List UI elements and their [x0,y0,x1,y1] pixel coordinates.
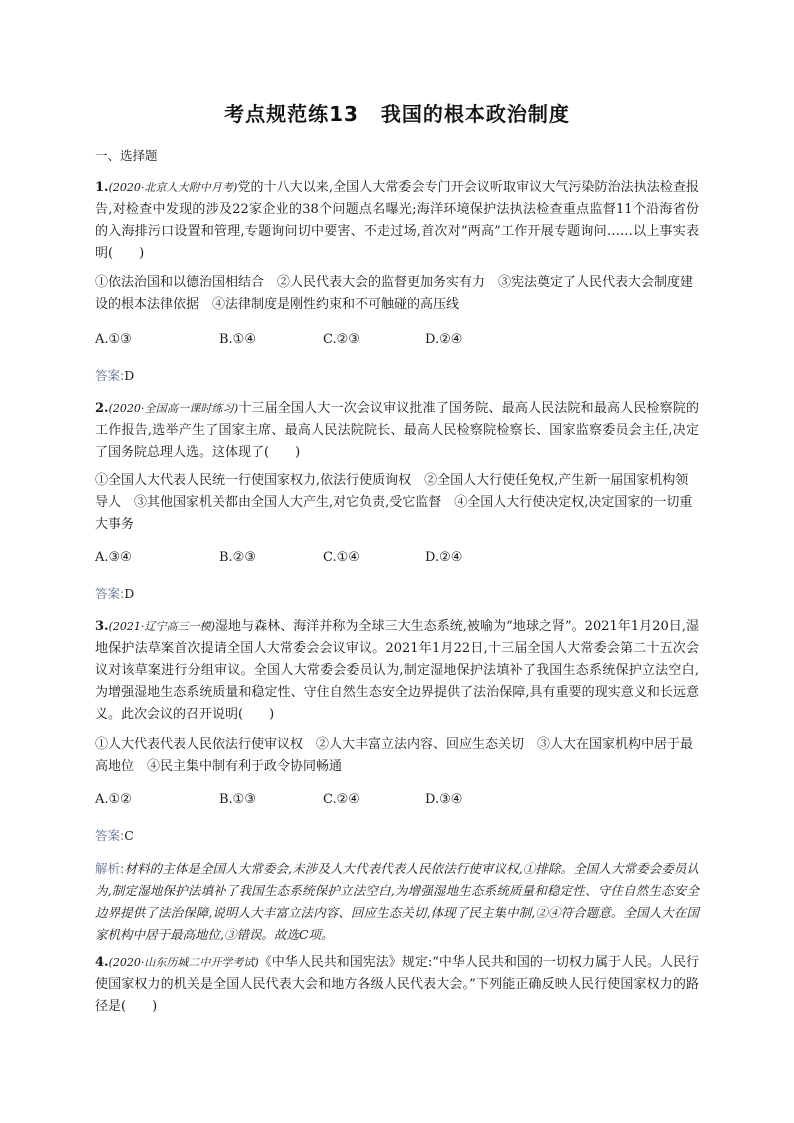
choice-a[interactable]: A.①② [95,792,132,807]
question-3-stem [95,616,699,726]
title-right: 我国的根本政治制度 [380,102,570,126]
question-text: 湿地与森林、海洋并称为全球三大生态系统,被喻为“地球之肾”。2021年1月20日,湿地保护法草案首次提请全国人大常委会会议审议。2021年1月22日,十三届全国人大常委会第二十五次会议对该草案进行分组审议。全国人大常委会委员认为,制定湿地保护法填补了我国生态系统保护立法空白,为增强湿地生态系统质量和稳定性、守住自然生态安全边界提供了法治保障,具有重要的现实意义和长远意义。此次会议的召开说明( ) [95,619,699,722]
page-title [0,98,794,127]
question-text: 十三届全国人大一次会议审议批准了国务院、最高人民法院和最高人民检察院的工作报告,选举产生了国家主席、最高人民法院院长、最高人民检察院检察长、国家监察委员会主任,决定了国务院总理人选。这体现了( ) [95,401,699,460]
choice-b[interactable]: B.②③ [219,550,256,565]
choice-b[interactable]: B.①③ [219,792,256,807]
question-number: 3. [95,619,109,634]
question-3-statements: ①人大代表代表人民依法行使审议权 ②人大丰富立法内容、回应生态关切 ③人大在国家机构中居于最高地位 ④民主集中制有利于政令协同畅通 [95,737,694,774]
choice-b[interactable]: B.①④ [219,332,256,347]
question-source: (2020·全国高一课时练习) [108,402,239,415]
question-number: 1. [95,180,109,195]
analysis-text: 材料的主体是全国人大常委会,未涉及人大代表代表人民依法行使审议权,①排除。全国人大常委会委员认为,制定湿地保护法填补了我国生态系统保护立法空白,为增强湿地生态系统质量和稳定性、守住自然生态安全边界提供了法治保障,说明人大丰富立法内容、回应生态关切,体现了民主集中制,②④符合题意。全国人大在国家机构中居于最高地位,③错误。故选C项。 [95,861,699,942]
answer-value: D [124,368,135,383]
question-source: (2020·山东历城二中开学考试) [108,956,259,969]
answer-value: C [124,828,134,843]
choice-d[interactable]: D.②④ [425,550,463,565]
question-3-answer [95,826,134,844]
question-2-answer [95,584,134,602]
question-text: 党的十八大以来,全国人大常委会专门开会议听取审议大气污染防治法执法检查报告,对检查中发现的涉及22家企业的38个问题点名曝光;海洋环境保护法执法检查重点监督11个沿海省份的入海排污口设置和管理,专题询问切中要害、不走过场,首次对“两高”工作开展专题询问……以上事实表明( ) [95,180,699,261]
answer-value: D [124,586,135,601]
question-source: (2020·北京人大附中月考) [108,181,238,194]
analysis-label: 解析: [95,861,125,876]
question-4-stem [95,952,699,1018]
question-2-statements: ①全国人大代表人民统一行使国家权力,依法行使质询权 ②全国人大行使任免权,产生新一届国家机构领导人 ③其他国家机关都由全国人大产生,对它负责,受它监督 ④全国人大行使决定权,决定国家的一切重大事务 [95,473,693,532]
choice-a[interactable]: A.①③ [95,332,132,347]
question-1-answer [95,366,134,384]
question-number: 2. [95,401,109,416]
question-3-analysis [95,858,699,946]
choice-c[interactable]: C.②④ [323,792,360,807]
question-1-stem [95,177,699,265]
choice-a[interactable]: A.③④ [95,550,132,565]
choice-c[interactable]: C.①④ [323,550,360,565]
choice-c[interactable]: C.②③ [323,332,360,347]
question-1-statements: ①依法治国和以德治国相结合 ②人民代表大会的监督更加务实有力 ③宪法奠定了人民代表大会制度建设的根本法律依据 ④法律制度是刚性约束和不可触碰的高压线 [95,275,694,312]
choice-d[interactable]: D.③④ [425,792,463,807]
question-2-choices [95,550,699,570]
question-text: 《中华人民共和国宪法》规定:“中华人民共和国的一切权力属于人民。人民行使国家权力的机关是全国人民代表大会和地方各级人民代表大会。”下列能正确反映人民行使国家权力的路径是( ) [95,955,699,1014]
answer-label: 答案: [95,586,125,601]
question-source: (2021·辽宁高三一模) [108,620,215,633]
choice-d[interactable]: D.②④ [425,332,463,347]
answer-label: 答案: [95,828,125,843]
question-1-choices [95,332,699,352]
section-heading: 一、选择题 [95,148,158,163]
answer-label: 答案: [95,368,125,383]
title-left: 考点规范练13 [224,102,359,126]
question-2-stem [95,398,699,464]
question-number: 4. [95,955,109,970]
question-3-choices [95,792,699,812]
